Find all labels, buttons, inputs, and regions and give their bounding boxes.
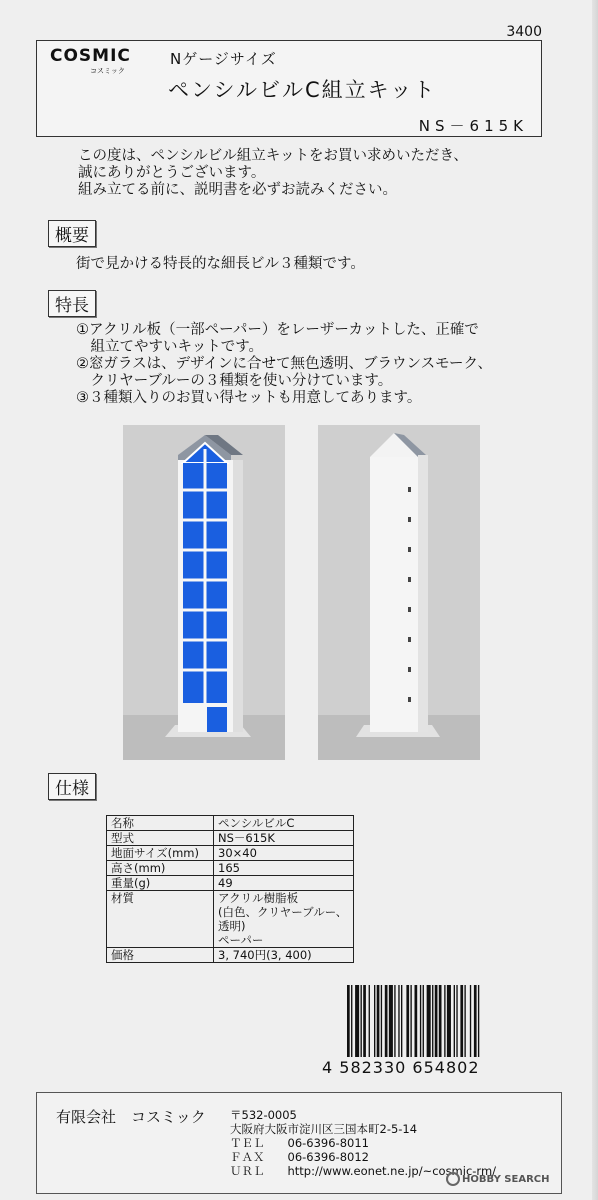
- barcode-bar: [427, 985, 431, 1057]
- barcode-bar: [394, 985, 395, 1057]
- intro-text: [78, 148, 468, 199]
- barcode-bar: [410, 985, 411, 1057]
- spec-table: [106, 815, 354, 963]
- barcode-bar: [374, 985, 375, 1057]
- barcode-bar: [420, 985, 421, 1057]
- intro-line: 誠にありがとうございます。: [78, 165, 266, 181]
- spec-value: 49: [214, 876, 354, 891]
- company-name: 有限会社 コスミック: [56, 1108, 206, 1126]
- barcode-bar: [435, 985, 438, 1057]
- barcode-bar: [423, 985, 424, 1057]
- spec-label: 型式: [107, 831, 214, 846]
- watermark: HOBBY SEARCH: [462, 1174, 550, 1185]
- cosmic-logo-sub: コスミック: [90, 67, 125, 75]
- barcode-bar: [385, 985, 388, 1057]
- feature-line: クリヤーブルーの３種類を使い分けています。: [76, 373, 393, 389]
- spec-value-material: [214, 891, 354, 948]
- address-line: 大阪府大阪市淀川区三国本町2-5-14: [230, 1122, 418, 1136]
- spec-value: 165: [214, 861, 354, 876]
- features-heading: 特長: [48, 290, 96, 317]
- table-row: [107, 846, 354, 861]
- postal-code: 〒532-0005: [230, 1108, 297, 1122]
- barcode-digits: 4 582330 654802: [322, 1058, 480, 1077]
- barcode-bar: [351, 985, 352, 1057]
- barcode-bar: [415, 985, 418, 1057]
- table-row: [107, 831, 354, 846]
- barcode-bar: [347, 985, 350, 1057]
- table-row: [107, 876, 354, 891]
- overview-text: 街で見かける特長的な細長ビル３種類です。: [76, 256, 365, 272]
- feature-line: 組立てやすいキットです。: [76, 339, 264, 355]
- table-row: [107, 861, 354, 876]
- overview-heading: 概要: [48, 220, 96, 247]
- spec-label: 高さ(mm): [107, 861, 214, 876]
- spec-label: 材質: [107, 891, 214, 948]
- page-edge: [592, 0, 598, 1200]
- contact-info: [230, 1108, 496, 1178]
- feature-line: ②窓ガラスは、デザインに合せて無色透明、ブラウンスモーク、: [76, 356, 492, 372]
- barcode-bar: [474, 985, 477, 1057]
- barcode-bar: [381, 985, 382, 1057]
- spec-label: 重量(g): [107, 876, 214, 891]
- intro-line: この度は、ペンシルビル組立キットをお買い求めいただき、: [78, 148, 468, 164]
- fax-line: ＦＡＸ 06-6396-8012: [230, 1150, 369, 1164]
- hobbysearch-logo-icon: [446, 1172, 460, 1186]
- spec-value: 3, 740円(3, 400): [214, 948, 354, 963]
- barcode-bar: [464, 985, 465, 1057]
- spec-label: 名称: [107, 816, 214, 831]
- spec-value: NS－615K: [214, 831, 354, 846]
- barcode-bar: [444, 985, 445, 1057]
- feature-line: ①アクリル板（一部ペーパー）をレーザーカットした、正確で: [76, 322, 479, 338]
- product-photo-back: [318, 425, 480, 760]
- barcode-bar: [460, 985, 463, 1057]
- product-code: 3400: [506, 24, 542, 40]
- product-photo-front: [123, 425, 285, 760]
- features-list: [76, 322, 492, 407]
- barcode-bar: [456, 985, 457, 1057]
- material-line: アクリル樹脂板: [218, 891, 299, 905]
- material-line: (白色、クリヤーブルー、透明): [218, 905, 348, 933]
- barcode-bar: [377, 985, 380, 1057]
- table-row: [107, 948, 354, 963]
- barcode-bar: [447, 985, 451, 1057]
- model-code: NS－615K: [418, 117, 528, 135]
- material-line: ペーパー: [218, 933, 264, 947]
- url-line: ＵＲＬ http://www.eonet.ne.jp/~cosmic-rm/: [230, 1164, 497, 1178]
- barcode-bar: [406, 985, 409, 1057]
- spec-value: 30×40: [214, 846, 354, 861]
- spec-heading: 仕様: [48, 773, 96, 800]
- barcode-bar: [432, 985, 433, 1057]
- barcode-bar: [454, 985, 455, 1057]
- spec-label: 地面サイズ(mm): [107, 846, 214, 861]
- barcode-bar: [478, 985, 479, 1057]
- building-front-image: [123, 425, 285, 760]
- barcode-bar: [439, 985, 442, 1057]
- cosmic-logo: COSMIC: [50, 46, 131, 66]
- barcode-image: [345, 985, 545, 1060]
- barcode-bar: [369, 985, 370, 1057]
- spec-label: 価格: [107, 948, 214, 963]
- tel-line: ＴＥＬ 06-6396-8011: [230, 1136, 369, 1150]
- barcode-bar: [398, 985, 399, 1057]
- table-row: [107, 891, 354, 948]
- barcode-bar: [470, 985, 471, 1057]
- barcode-bar: [363, 985, 366, 1057]
- barcode-bar: [401, 985, 402, 1057]
- barcode-bar: [389, 985, 393, 1057]
- spec-value: ペンシルビルC: [214, 816, 354, 831]
- barcode-bar: [355, 985, 359, 1057]
- building-back-image: [318, 425, 480, 760]
- feature-line: ③３種類入りのお買い得セットも用意してあります。: [76, 390, 422, 406]
- intro-line: 組み立てる前に、説明書を必ずお読みください。: [78, 182, 397, 198]
- barcode-bar: [361, 985, 362, 1057]
- page-title: ペンシルビルC組立キット: [168, 78, 437, 102]
- gauge-label: Nゲージサイズ: [170, 50, 277, 68]
- table-row: [107, 816, 354, 831]
